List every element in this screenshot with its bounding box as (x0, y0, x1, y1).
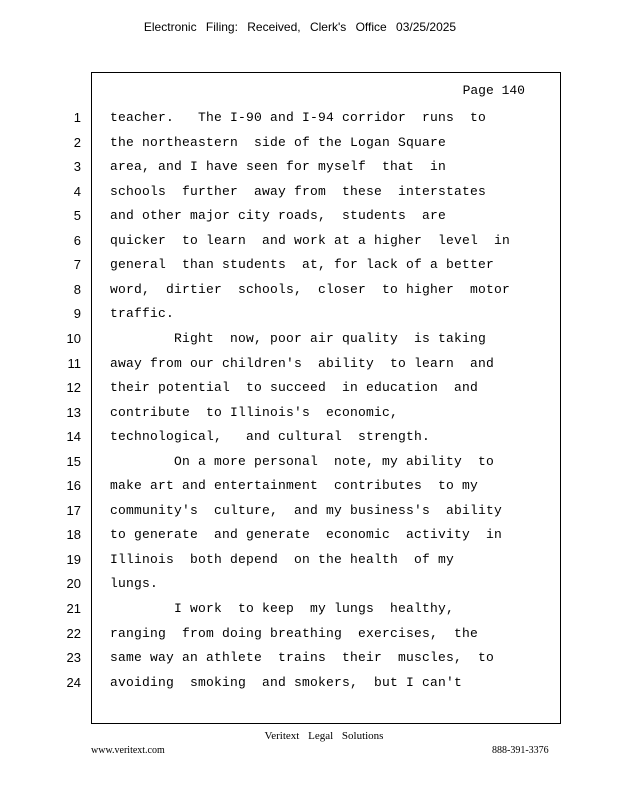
transcript-line (0, 282, 618, 306)
line-number: 7 (73, 257, 81, 273)
footer-website[interactable]: www.veritext.com (91, 745, 165, 756)
page-number: Page 140 (462, 83, 525, 98)
transcript-line (0, 601, 618, 625)
line-text: same way an athlete trains their muscles, to (110, 650, 495, 666)
transcript-line (0, 233, 618, 257)
line-text: I work to keep my lungs healthy, (110, 601, 455, 616)
transcript-line (0, 527, 618, 551)
transcript-line (0, 478, 618, 502)
line-text: contribute to Illinois's economic, (110, 404, 399, 420)
line-number: 3 (73, 159, 81, 175)
line-text: teacher. The I-90 and I-94 corridor runs to (110, 110, 487, 125)
line-text: to generate and generate economic activity in (110, 527, 503, 543)
line-text: make art and entertainment contributes to my (110, 478, 479, 494)
line-number: 10 (66, 330, 81, 346)
line-number: 8 (73, 281, 81, 297)
line-number: 23 (66, 650, 81, 666)
transcript-line (0, 405, 618, 429)
line-text: Right now, poor air quality is taking (110, 330, 487, 346)
line-number: 17 (66, 502, 81, 518)
line-number: 20 (66, 576, 81, 592)
transcript-line (0, 331, 618, 355)
line-text: lungs. (110, 576, 159, 592)
line-number: 4 (73, 183, 81, 199)
line-number: 21 (66, 601, 81, 616)
line-text: and other major city roads, students are (110, 208, 447, 224)
transcript-line (0, 675, 618, 699)
filing-header: Electronic Filing: Received, Clerk's Office 03/25/2025 (143, 20, 457, 34)
line-number: 14 (66, 429, 81, 445)
transcript-line (0, 257, 618, 281)
line-number: 12 (66, 380, 81, 396)
line-text: the northeastern side of the Logan Square (110, 134, 447, 150)
line-text: technological, and cultural strength. (110, 429, 431, 445)
line-text: traffic. (110, 306, 175, 322)
line-text: word, dirtier schools, closer to higher motor (110, 281, 511, 297)
transcript-line (0, 110, 618, 134)
transcript-line (0, 576, 618, 600)
line-text: quicker to learn and work at a higher level in (110, 232, 511, 248)
transcript-line (0, 503, 618, 527)
footer-company: Veritext Legal Solutions (264, 730, 384, 742)
line-number: 5 (73, 208, 81, 224)
line-number: 16 (66, 478, 81, 494)
transcript-line (0, 159, 618, 183)
transcript-line (0, 626, 618, 650)
transcript-line (0, 135, 618, 159)
line-number: 19 (66, 551, 81, 567)
line-number: 24 (66, 674, 81, 690)
transcript-line (0, 184, 618, 208)
line-number: 11 (67, 355, 81, 371)
line-number: 1 (73, 110, 81, 125)
transcript-line (0, 380, 618, 404)
line-text: ranging from doing breathing exercises, the (110, 625, 479, 641)
line-number: 2 (73, 134, 81, 150)
line-number: 13 (66, 404, 81, 420)
line-text: general than students at, for lack of a better (110, 257, 495, 273)
line-text: On a more personal note, my ability to (110, 453, 495, 469)
line-text: their potential to succeed in education and (110, 380, 479, 396)
transcript-line (0, 306, 618, 330)
line-text: area, and I have seen for myself that in (110, 159, 447, 175)
transcript-line (0, 208, 618, 232)
line-number: 22 (66, 625, 81, 641)
line-text: avoiding smoking and smokers, but I can't (110, 674, 463, 690)
line-text: schools further away from these interstates (110, 183, 487, 199)
footer-phone: 888-391-3376 (492, 745, 549, 756)
line-text: away from our children's ability to learn and (110, 355, 495, 371)
transcript-line (0, 429, 618, 453)
transcript-line (0, 356, 618, 380)
transcript-line (0, 650, 618, 674)
line-number: 18 (66, 527, 81, 543)
line-number: 15 (66, 453, 81, 469)
transcript-line (0, 552, 618, 576)
line-number: 9 (73, 306, 81, 322)
line-number: 6 (73, 232, 81, 248)
line-text: Illinois both depend on the health of my (110, 551, 455, 567)
line-text: community's culture, and my business's ability (110, 502, 503, 518)
transcript-line (0, 454, 618, 478)
